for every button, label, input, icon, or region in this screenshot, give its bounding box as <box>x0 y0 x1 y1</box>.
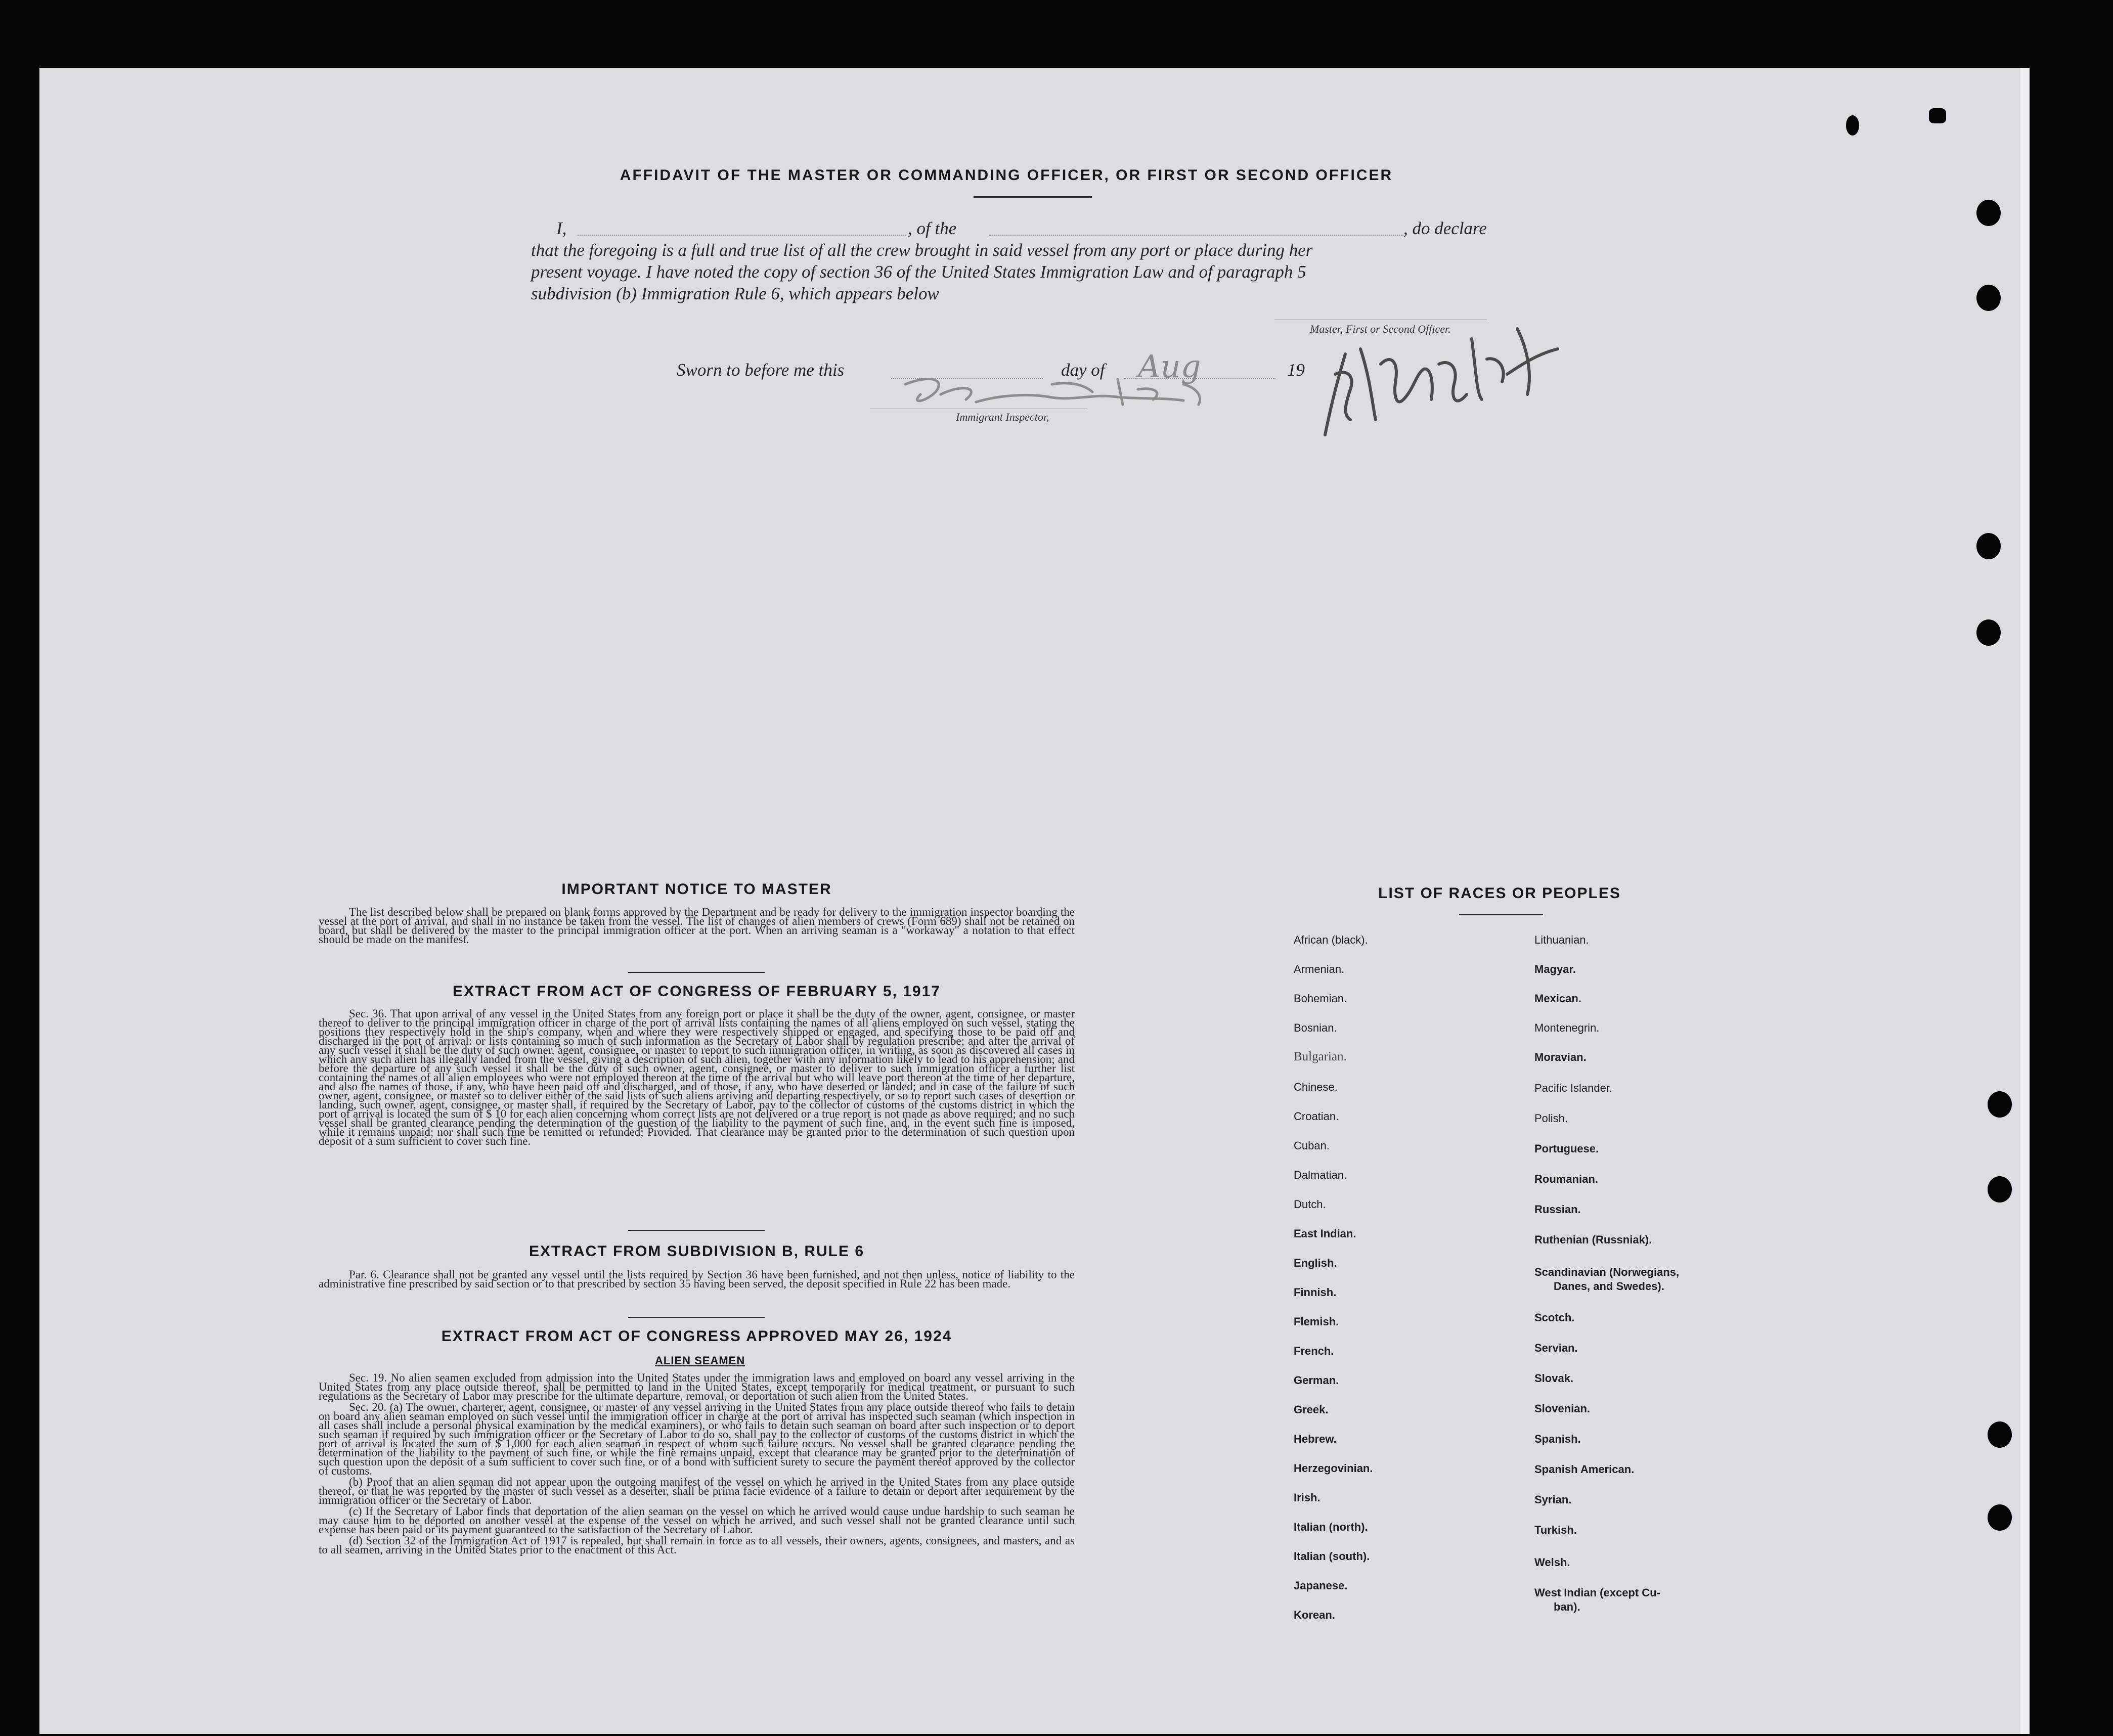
divider <box>628 972 765 973</box>
race-item: Greek. <box>1294 1403 1329 1416</box>
extract-1917-title: EXTRACT FROM ACT OF CONGRESS OF FEBRUARY 5, 1917 <box>453 983 941 1000</box>
race-item: Hebrew. <box>1294 1433 1337 1445</box>
affidavit-title: AFFIDAVIT OF THE MASTER OR COMMANDING OFFICER, OR FIRST OR SECOND OFFICER <box>620 167 1393 184</box>
year-prefix: 19 <box>1287 360 1305 380</box>
race-item: Spanish American. <box>1534 1463 1635 1476</box>
title-rule <box>974 196 1092 198</box>
handwritten-month: Aug <box>1138 348 1201 385</box>
decl-do-declare: , do declare <box>1403 218 1487 238</box>
notice-paragraph: The list described below shall be prepared on blank forms approved by the Department and be ready for delivery to the immigration inspector boarding the vessel at the port of arrival, and shall in no instance be taken from the vessel. The list of changes of alien members of crews (Form 689) shall not be retained on board, but shall be delivered by the master to the principal immigration officer at the port. When an arriving seaman is a "workaway" a notation to that effect should be made on the manifest. <box>319 906 1075 946</box>
extract-1924-title: EXTRACT FROM ACT OF CONGRESS APPROVED MAY 26, 1924 <box>441 1328 952 1345</box>
race-item: Syrian. <box>1534 1493 1572 1506</box>
race-item: French. <box>1294 1345 1334 1357</box>
races-title: LIST OF RACES OR PEOPLES <box>1378 885 1621 902</box>
section-36-paragraph: Sec. 36. That upon arrival of any vessel in the United States from any foreign port or place it shall be the duty of the owner, agent, consignee, or master thereof to deliver to the principal immigration officer in charge of the port of arrival lists containing the names of all aliens employed on such vessel, stating the positions they respectively hold in the ship's company, when and where they were respectively shipped or engaged, and specifying those to be paid off and discharged in the port of arrival: or lists containing so much of such information as the Secretary of Labor shall by regulation prescribe; and after the arrival of any such vessel it shall be the duty of such owner, agent, consignee, or master to report to such immigration officer, in writing, as soon as discovered all cases in which any such alien has illegally landed from the vessel, giving a description of such alien, together with any information likely to lead to his apprehension; and before the departure of any such vessel it shall be the duty of such owner, agent, consignee, or master to deliver to such immigration officer a further list containing the names of all alien employees who were not employed thereon at the time of the arrival but who will leave port thereon at the time of her departure, and also the names of those, if any, who have been paid off and discharged, and of those, if any, who have deserted or landed; and in case of the failure of such owner, agent, consignee, or master so to deliver either of the said lists of such aliens arriving and departing respectively, or so to report such cases of desertion or landing, such owner, agent, consignee, or master shall, if required by the Secretary of Labor, pay to the collector of customs of the customs district in which the port of arrival is located the sum of $ 10 for each alien concerning whom correct lists are not delivered or a true report is not made as above required; and no such vessel shall be granted clearance pending the determination of the question of the liability to the payment of such fine, and, in the event such fine is imposed, while it remains unpaid; nor shall such fine be remitted or refunded; Provided. That clearance may be granted prior to the determination of such question upon deposit of a sum sufficient to cover such fine. <box>319 1007 1075 1147</box>
race-item: Dalmatian. <box>1294 1169 1347 1181</box>
punch-hole <box>1988 1091 2012 1118</box>
divider <box>628 1230 765 1231</box>
race-item: Welsh. <box>1534 1556 1570 1569</box>
punch-mark <box>1929 108 1946 123</box>
race-item: Pacific Islander. <box>1534 1082 1613 1094</box>
extract-1924-text <box>319 1373 1075 1556</box>
decl-line-4: subdivision (b) Immigration Rule 6, which appears below <box>531 284 939 303</box>
vessel-blank[interactable] <box>989 217 1403 236</box>
declaration-text <box>531 217 1492 304</box>
race-item: Portuguese. <box>1534 1142 1599 1155</box>
race-item: Mexican. <box>1534 992 1581 1005</box>
race-item: English. <box>1294 1257 1337 1269</box>
immigrant-inspector-label: Immigrant Inspector, <box>956 411 1049 423</box>
notice-text <box>319 908 1075 946</box>
race-item: Bosnian. <box>1294 1021 1337 1034</box>
decl-of-the: , of the <box>908 218 957 238</box>
race-item: Italian (south). <box>1294 1550 1370 1563</box>
race-item: Japanese. <box>1294 1579 1348 1592</box>
race-item: Roumanian. <box>1534 1173 1598 1185</box>
punch-hole <box>1976 285 2001 311</box>
decl-line-2: that the foregoing is a full and true list of all the crew brought in said vessel from any port or place during her <box>531 240 1313 260</box>
subdivision-text <box>319 1270 1075 1290</box>
race-item: Turkish. <box>1534 1524 1577 1536</box>
race-item: Scandinavian (Norwegians, <box>1534 1266 1680 1278</box>
extract-1917-text <box>319 1009 1075 1148</box>
decl-line-3: present voyage. I have noted the copy of section 36 of the United States Immigration Law and of paragraph 5 <box>531 262 1306 282</box>
race-item: West Indian (except Cu- <box>1534 1586 1660 1599</box>
race-item: ban). <box>1554 1600 1580 1613</box>
race-item: Slovenian. <box>1534 1402 1591 1415</box>
subdivision-title: EXTRACT FROM SUBDIVISION B, RULE 6 <box>529 1243 865 1260</box>
race-item: Moravian. <box>1534 1051 1587 1063</box>
divider <box>628 1317 765 1318</box>
punch-hole <box>1976 200 2001 226</box>
inspector-signature <box>900 364 1224 420</box>
race-item: Flemish. <box>1294 1315 1339 1328</box>
race-item: African (black). <box>1294 933 1368 946</box>
master-signature <box>1315 319 1568 440</box>
punch-hole <box>1988 1504 2012 1531</box>
decl-i: I, <box>556 218 567 238</box>
race-item: Spanish. <box>1534 1433 1581 1445</box>
race-item: Bohemian. <box>1294 992 1347 1005</box>
race-item: East Indian. <box>1294 1227 1356 1240</box>
punch-hole <box>1976 619 2001 646</box>
sec-20c-paragraph: (c) If the Secretary of Labor finds that deportation of the alien seaman on the vessel on which he arrived would cause undue hardship to such seaman he may cause him to be deported on another vessel at the expense of the vessel on which he arrived, and such vessel shall not be granted clearance until such expense has been paid or its payment guaranteed to the satisfaction of the Secretary of Labor. <box>319 1505 1075 1536</box>
name-blank[interactable] <box>578 217 906 236</box>
race-item: Danes, and Swedes). <box>1554 1280 1664 1293</box>
punch-hole <box>1988 1176 2012 1203</box>
par-6-paragraph: Par. 6. Clearance shall not be granted any vessel until the lists required by Section 36 have been furnished, and not then unless, notice of liability to the administrative fine prescribed by said section or to that prescribed by section 35 having been served, the deposit specified in Rule 22 has been made. <box>319 1268 1075 1290</box>
sec-20d-paragraph: (d) Section 32 of the Immigration Act of 1917 is repealed, but shall remain in force as to all vessels, their owners, agents, consignees, and masters, and as to all seamen, arriving in the United States prior to the enactment of this Act. <box>319 1534 1075 1556</box>
race-item: Irish. <box>1294 1491 1320 1504</box>
race-item: Scotch. <box>1534 1311 1575 1324</box>
race-item: Slovak. <box>1534 1372 1574 1385</box>
sworn-text: Sworn to before me this <box>677 360 845 380</box>
race-item: Polish. <box>1534 1112 1568 1125</box>
race-item: Dutch. <box>1294 1198 1326 1211</box>
race-item: Herzegovinian. <box>1294 1462 1373 1475</box>
day-of-text: day of <box>1061 360 1105 380</box>
race-item: Croatian. <box>1294 1110 1339 1123</box>
race-item: Lithuanian. <box>1534 933 1589 946</box>
punch-hole <box>1976 533 2001 559</box>
race-item: Italian (north). <box>1294 1521 1368 1533</box>
race-item: Bulgarian. <box>1294 1050 1347 1063</box>
race-item: Servian. <box>1534 1342 1578 1354</box>
sec-19-paragraph: Sec. 19. No alien seamen excluded from admission into the United States under the immigration laws and employed on board any vessel arriving in the United States from any place outside thereof, shall be permitted to land in the United States, except temporarily for medical treatment, or pursuant to such regulations as the Secretary of Labor may prescribe for the ultimate departure, removal, or deportation of such alien from the United States. <box>319 1371 1075 1402</box>
race-item: Cuban. <box>1294 1139 1330 1152</box>
sheet-edge <box>2020 68 2030 1734</box>
notice-title: IMPORTANT NOTICE TO MASTER <box>561 881 832 898</box>
race-item: Finnish. <box>1294 1286 1337 1299</box>
race-item: Korean. <box>1294 1609 1335 1621</box>
race-item: Montenegrin. <box>1534 1021 1600 1034</box>
race-item: Chinese. <box>1294 1081 1338 1093</box>
sec-20b-paragraph: (b) Proof that an alien seaman did not appear upon the outgoing manifest of the vessel on which he arrived in the United States from any place outside thereof, or that he was reported by the master of such vessel as a deserter, shall be prima facie evidence of a failure to detain or deport after requirement by the immigration officer or the Secretary of Labor. <box>319 1476 1075 1506</box>
race-item: Russian. <box>1534 1203 1581 1216</box>
race-item: Armenian. <box>1294 963 1345 975</box>
races-title-rule <box>1459 914 1543 915</box>
alien-seamen-subtitle: ALIEN SEAMEN <box>655 1354 745 1367</box>
punch-mark <box>1846 115 1859 136</box>
punch-hole <box>1988 1421 2012 1448</box>
sec-20a-paragraph: Sec. 20. (a) The owner, charterer, agent, consignee, or master of any vessel arriving in the United States from any place outside thereof who fails to detain on board any alien seaman employed on such vessel until the immigration officer in charge at the port of arrival has inspected such seaman (which inspection in all cases shall include a personal physical examination by the medical examiners), or who fails to detain such seaman on board after such inspection or to deport such seaman if required by such immigration officer or the Secretary of Labor to do so, shall pay to the collector of customs of the customs district in which the port of arrival is located the sum of $ 1,000 for each alien seaman in respect of whom such failure occurs. No vessel shall be granted clearance pending the determination of the liability to the payment of such fine, or while the fine remains unpaid, except that clearance may be granted prior to the determination of such question upon the deposit of a sum sufficient to cover such fine, or of a bond with sufficient surety to secure the payment thereof approved by the collector of customs. <box>319 1401 1075 1477</box>
race-item: German. <box>1294 1374 1339 1387</box>
race-item: Magyar. <box>1534 963 1576 975</box>
race-item: Ruthenian (Russniak). <box>1534 1233 1652 1246</box>
master-signature-label: Master, First or Second Officer. <box>1310 323 1451 335</box>
